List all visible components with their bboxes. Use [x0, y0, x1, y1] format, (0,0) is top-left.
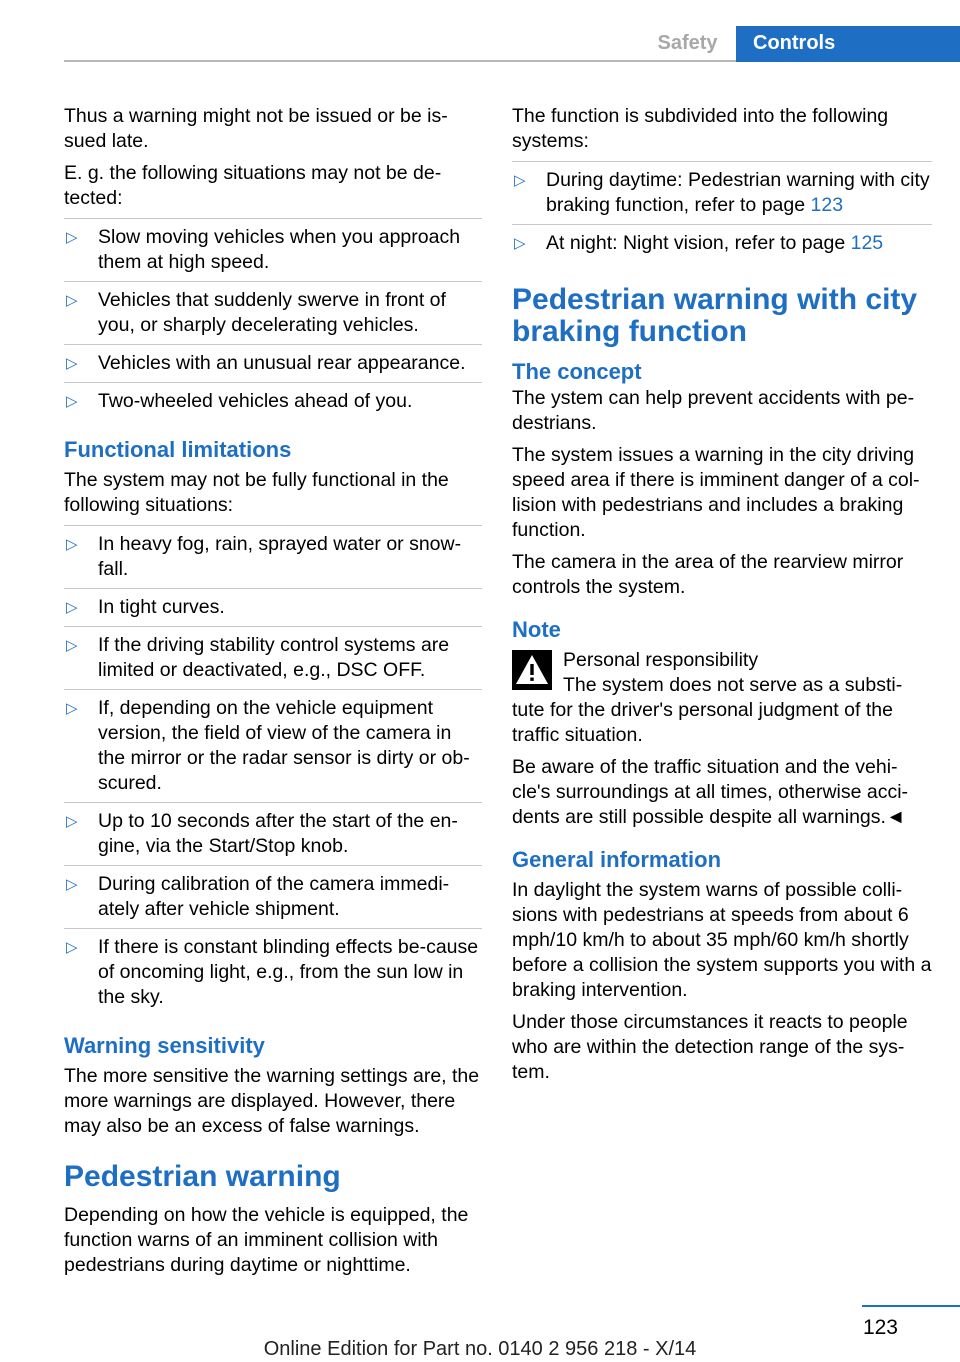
- paragraph: The system issues a warning in the city driving speed area if there is imminent danger of a col‐lision with pedestrians and includes a braking function.: [512, 444, 920, 541]
- paragraph: The more sensitive the warning settings are, the more warnings are displayed. However, there may also be an excess of false warnings.: [64, 1065, 480, 1137]
- triangle-bullet-icon: ▷: [66, 536, 78, 553]
- heading-concept: The concept: [512, 359, 642, 384]
- page-number-rule: [862, 1305, 960, 1307]
- paragraph: Thus a warning might not be issued or be is‐sued late.: [64, 105, 448, 152]
- list-item: ▷ If, depending on the vehicle equipment version, the field of view of the camera in the mirror or the radar sensor is dirty or ob‐scured.: [64, 690, 482, 803]
- list-item: ▷ Vehicles that suddenly swerve in front of you, or sharply decelerating vehicles.: [64, 282, 482, 345]
- list-item: ▷ Two-wheeled vehicles ahead of you.: [66, 390, 413, 412]
- list-item: ▷ If the driving stability control systems are limited or deactivated, e.g., DSC OFF.: [64, 627, 482, 690]
- paragraph: In daylight the system warns of possible colli‐sions with pedestrians at speeds from about 6 mph/10 km/h to about 35 mph/60 km/h shortly before a collision the system supports you with a braking intervention.: [512, 879, 932, 1001]
- paragraph: Depending on how the vehicle is equipped, the function warns of an imminent collision with pedestrians during daytime or nighttime.: [64, 1204, 469, 1276]
- triangle-bullet-icon: ▷: [66, 813, 78, 830]
- triangle-bullet-icon: ▷: [66, 599, 78, 616]
- heading-warning-sensitivity: Warning sensitivity: [64, 1033, 265, 1058]
- paragraph: The ystem can help prevent accidents with pe‐destrians.: [512, 387, 915, 434]
- list-item: ▷ In tight curves.: [64, 589, 482, 627]
- left-column: [64, 104, 482, 1285]
- triangle-bullet-icon: ▷: [66, 229, 78, 246]
- triangle-bullet-icon: ▷: [66, 700, 78, 717]
- note-title: Personal responsibility: [563, 649, 759, 671]
- triangle-bullet-icon: ▷: [514, 172, 526, 189]
- triangle-bullet-icon: ▷: [66, 393, 78, 410]
- list-item: ▷ Vehicles with an unusual rear appearance.: [64, 345, 482, 383]
- paragraph: The camera in the area of the rearview mirror controls the system.: [512, 551, 904, 598]
- warning-note: [512, 648, 932, 698]
- heading-pedestrian-warning: Pedestrian warning: [64, 1160, 341, 1193]
- warning-triangle-icon: [512, 650, 552, 690]
- triangle-bullet-icon: ▷: [66, 637, 78, 654]
- paragraph: tute for the driver's personal judgment of the traffic situation.: [512, 699, 893, 746]
- heading-general-information: General information: [512, 847, 722, 872]
- heading-note: Note: [512, 617, 561, 642]
- heading-functional-limitations: Functional limitations: [64, 437, 292, 462]
- page-link-123[interactable]: 123: [810, 194, 844, 216]
- systems-list: [512, 161, 932, 262]
- page-link-125[interactable]: 125: [850, 232, 884, 254]
- triangle-bullet-icon: ▷: [66, 292, 78, 309]
- situations-list: [64, 218, 482, 420]
- right-column: [512, 104, 932, 1092]
- triangle-bullet-icon: ▷: [66, 876, 78, 893]
- triangle-bullet-icon: ▷: [66, 355, 78, 372]
- paragraph: The system may not be fully functional in the following situations:: [64, 469, 449, 516]
- page-number: 123: [862, 1316, 898, 1339]
- limitations-list: [64, 525, 482, 1016]
- paragraph: The function is subdivided into the following systems:: [512, 105, 889, 152]
- paragraph: Be aware of the traffic situation and the vehi‐cle's surroundings at all times, otherwise acci‐dents are still possible despite all warnings.◄: [512, 756, 909, 828]
- paragraph: Under those circumstances it reacts to people who are within the detection range of the sys‐tem.: [512, 1011, 908, 1083]
- note-first-line: The system does not serve as a substi‐: [563, 674, 903, 696]
- list-item: ▷ During calibration of the camera immedi‐ately after vehicle shipment.: [64, 866, 482, 929]
- list-item: ▷ In heavy fog, rain, sprayed water or snow‐fall.: [64, 525, 482, 589]
- tab-safety[interactable]: Safety: [657, 32, 718, 54]
- list-item: ▷ Up to 10 seconds after the start of the en‐gine, via the Start/Stop knob.: [64, 803, 482, 866]
- list-item: ▷ Slow moving vehicles when you approach them at high speed.: [64, 218, 482, 282]
- triangle-bullet-icon: ▷: [66, 939, 78, 956]
- triangle-bullet-icon: ▷: [514, 235, 526, 252]
- paragraph: E. g. the following situations may not be de‐tected:: [64, 162, 442, 209]
- edition-footer: Online Edition for Part no. 0140 2 956 218 - X/14: [263, 1338, 697, 1360]
- tab-controls[interactable]: Controls: [736, 26, 960, 62]
- list-item: ▷ If there is constant blinding effects be‐cause of oncoming light, e.g., from the sun low in the sky.: [66, 936, 479, 1008]
- list-item: ▷ During daytime: Pedestrian warning with city braking function, refer to page 123: [512, 161, 932, 225]
- list-item: ▷ At night: Night vision, refer to page 125: [514, 232, 884, 254]
- heading-city-braking: Pedestrian warning with city braking function: [512, 283, 918, 348]
